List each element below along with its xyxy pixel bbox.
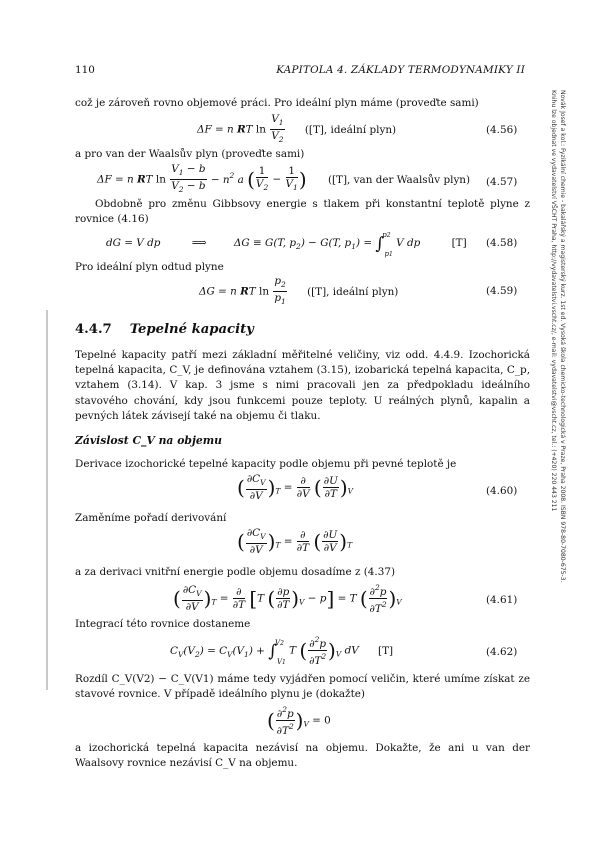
equation-4-57: ΔF = n RT ln $\frac{V_1 - b}{V_2 - b}$ − $n^2$ a ( $\frac{1}{V_2}$ − $\frac{1}{V_1}$ ) ([T], van der Waalsův plyn) — [97, 163, 471, 194]
equation-condition: [T] — [451, 237, 467, 249]
equation-4-60: ( $\frac{\partial C_V}{\partial V}$ )$_T$ = $\frac{\partial}{\partial V}$ ( $\frac{\partial U}{\partial T}$ )$_V$ — [237, 473, 354, 502]
equation-4-58: dG = V dp ⟹ ΔG ≡ G(T, $p_2) - G(T$, $p_1) = \int^{p2}_{p1}$ V dp [T] — [106, 231, 467, 258]
equation-number: (4.60) — [486, 485, 518, 497]
section-heading — [75, 322, 254, 337]
implies-arrow: ⟹ — [191, 237, 207, 249]
equation-number: (4.58) — [486, 237, 518, 249]
paragraph-3: Obdobně pro změnu Gibbsovy energie s tlakem při konstantní teplotě plyne z rovnice (4.16) — [75, 198, 530, 226]
side-note-order: Knihu lze objednat ve vydavatelství VŠCHT Praha, http://vydavatelstvi.vscht.cz/, e-mail: vydavatelstvi@vscht.cz, tel.: (+420) 220 443 211 — [550, 90, 558, 512]
equation-number: (4.57) — [486, 176, 518, 188]
equation-4-59: ΔG = n RT ln $\frac{p_2}{p_1}$ ([T], ideální plyn) — [199, 275, 399, 306]
section-title: Tepelné kapacity — [129, 322, 254, 337]
equation-number: (4.62) — [486, 646, 518, 658]
page-header — [75, 64, 525, 78]
side-note — [549, 90, 566, 583]
equation-number: (4.61) — [486, 594, 518, 606]
chapter-title: KAPITOLA 4. ZÁKLADY TERMODYNAMIKY II — [276, 64, 525, 76]
equals-zero: = 0 — [312, 714, 331, 727]
paragraph-8: a za derivaci vnitřní energie podle objemu dosadíme z (4.37) — [75, 566, 395, 578]
paragraph-7: Zaměníme pořadí derivování — [75, 512, 227, 524]
change-bar — [46, 310, 48, 690]
paragraph-11: a izochorická tepelná kapacita nezávisí na objemu. Dokažte, že ani u van der Waalsovy rovnice nezávisí C_V na objemu. — [75, 742, 530, 770]
paragraph-10: Rozdíl C_V(V2) − C_V(V1) máme tedy vyjádřen pomocí veličin, které umíme získat ze stavové rovnice. V případě ideálního plynu je (dokažte) — [75, 673, 530, 701]
equation-note: ([T], ideální plyn) — [307, 285, 399, 298]
paragraph-2: a pro van der Waalsův plyn (proveďte sami) — [75, 148, 305, 160]
page-number: 110 — [75, 64, 95, 76]
equation-number: (4.59) — [486, 285, 518, 297]
equation-ideal-zero: ( $\frac{\partial^2p}{\partial T^2}$ )$_V = 0$ — [267, 705, 331, 737]
equation-4-61: ( $\frac{\partial C_V}{\partial V}$ )$_T$ = $\frac{\partial}{\partial T}$ [T ( $\frac{\partial p}{\partial T}$ )$_V - p] = T$ ( $\frac{\partial^2p}{\partial T^2}$ )$_V$ — [173, 583, 402, 615]
equation-4-56: ΔF = n RT ln $\frac{V_1}{V_2}$ ([T], ideální plyn) — [197, 113, 397, 144]
section-number: 4.4.7 — [75, 322, 112, 337]
equation-condition: [T] — [378, 644, 394, 657]
paragraph-1: což je zároveň rovno objemové práci. Pro ideální plyn máme (proveďte sami) — [75, 97, 479, 109]
paragraph-4: Pro ideální plyn odtud plyne — [75, 261, 224, 273]
equation-4-62: $C_V(V_2) = C_V(V_1) + \int^{V2}_{V1}$ T ( $\frac{\partial^2p}{\partial T^2}$ )$_V$ dV [T] — [170, 635, 394, 667]
equation-number: (4.56) — [486, 124, 518, 136]
equation-swap-order: ( $\frac{\partial C_V}{\partial V}$ )$_T$ = $\frac{\partial}{\partial T}$ ( $\frac{\partial U}{\partial V}$ )$_T$ — [237, 527, 353, 556]
paragraph-9: Integrací této rovnice dostaneme — [75, 618, 251, 630]
equation-note: ([T], ideální plyn) — [304, 123, 397, 136]
subsection-heading: Závislost C_V na objemu — [75, 434, 222, 447]
equation-note: ([T], van der Waalsův plyn) — [327, 173, 471, 186]
side-note-citation: Novák Josef a kol.: Fyzikální chemie - bakalářský a magisterský kurz. 1st ed. Vysoká škola chemicko-technologická v Praze, Praha 2008. ISBN 978-80-7080-675-3. — [559, 90, 566, 583]
paragraph-6: Derivace izochorické tepelné kapacity podle objemu při pevné teplotě je — [75, 458, 457, 470]
paragraph-5: Tepelné kapacity patří mezi základní měřitelné veličiny, viz odd. 4.4.9. Izochorická tepelná kapacita, C_V, je definována vztahem (3.15), izobarická tepelná kapacita, C_p, vztahem (3.14). V kap. 3 jsme s nimi pracovali jen za předpokladu ideálního stavového chování, kdy jsou funkcemi pouze teploty. U reálných plynů, kapalin a pevných látek závisejí také na objemu či tlaku. — [75, 349, 530, 422]
